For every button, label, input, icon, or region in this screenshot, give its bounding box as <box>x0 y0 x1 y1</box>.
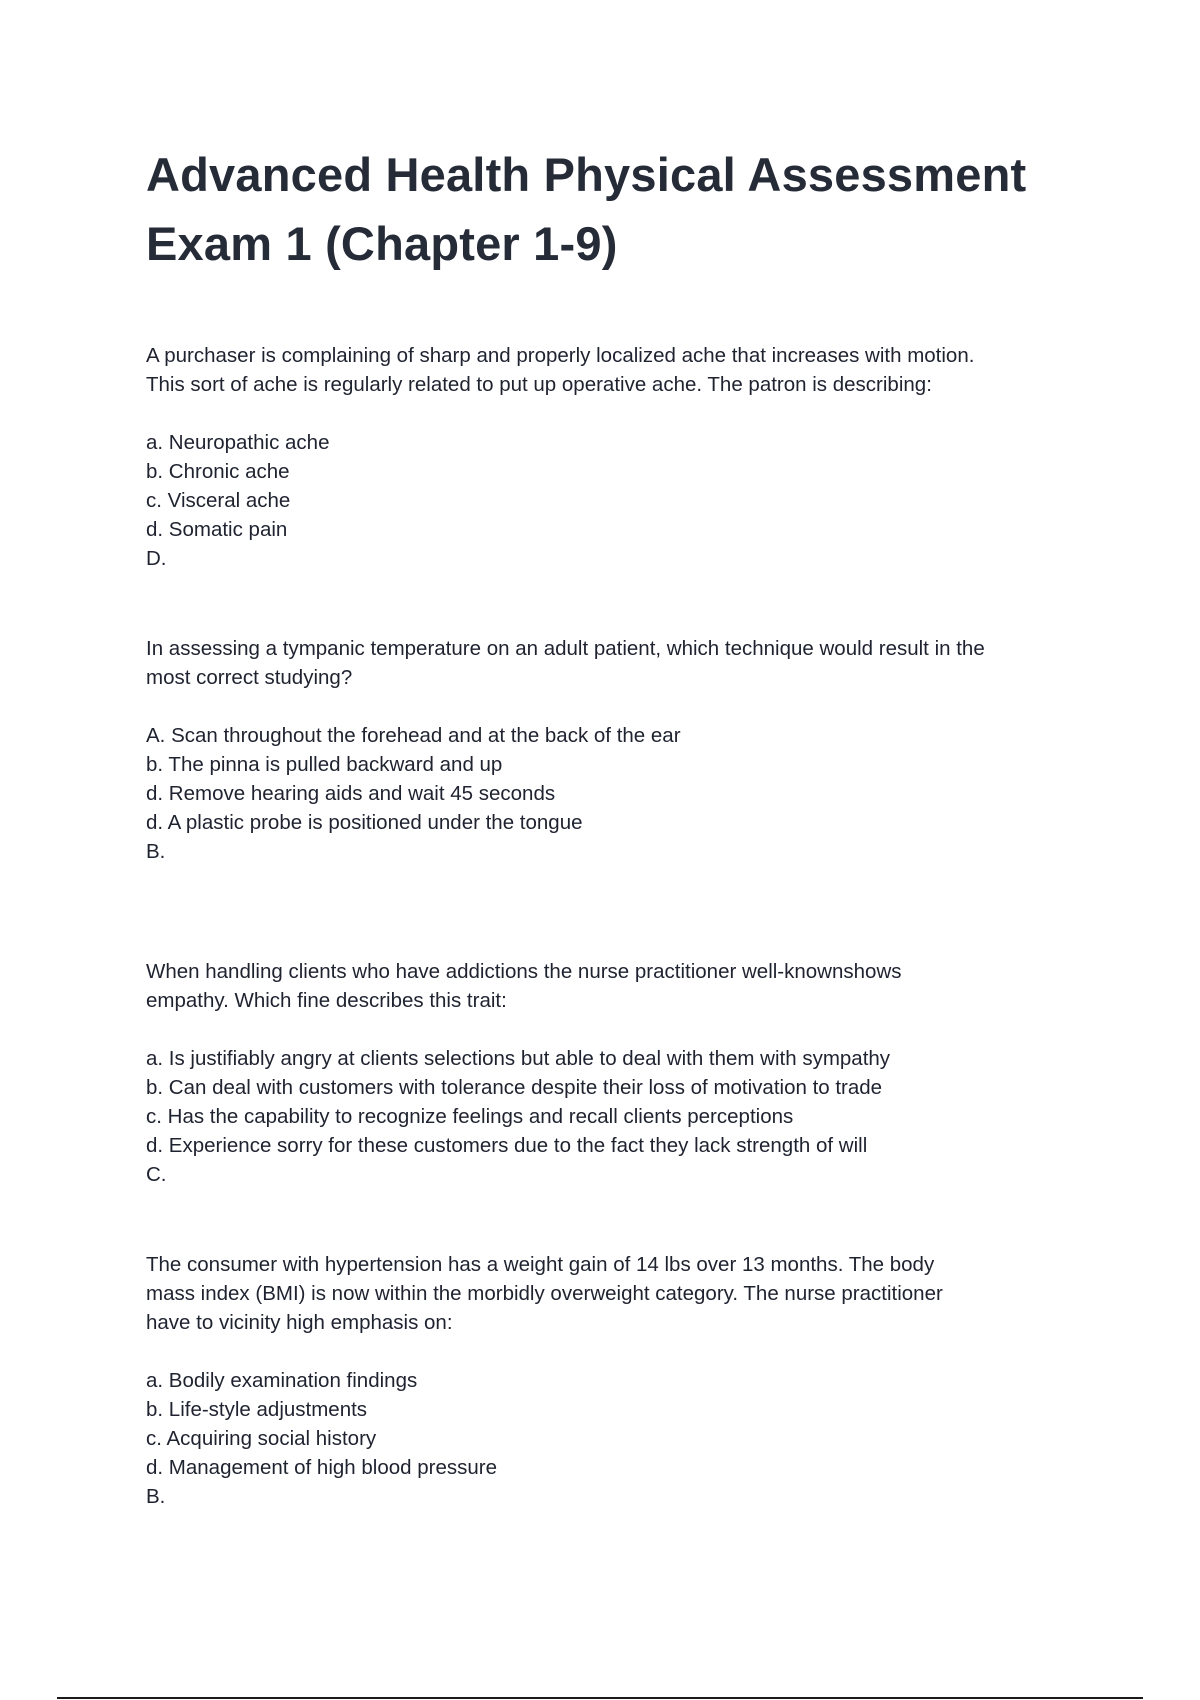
question-4-answer: B. <box>146 1485 166 1508</box>
title-line-1: Advanced Health Physical Assessment <box>146 148 1027 201</box>
option-c: c. Has the capability to recognize feelings and recall clients perceptions <box>146 1105 794 1128</box>
question-2-options <box>146 721 1066 837</box>
option-d: d. Experience sorry for these customers due to the fact they lack strength of will <box>146 1134 868 1157</box>
question-2-text: In assessing a tympanic temperature on an adult patient, which technique would result in the most correct studying? <box>146 637 985 689</box>
question-3 <box>146 957 1066 1189</box>
question-1-text: A purchaser is complaining of sharp and properly localized ache that increases with motion. This sort of ache is regularly related to put up operative ache. The patron is describing: <box>146 344 975 396</box>
option-a: a. Is justifiably angry at clients selections but able to deal with them with sympathy <box>146 1047 891 1070</box>
question-4-text: The consumer with hypertension has a weight gain of 14 lbs over 13 months. The body mass index (BMI) is now within the morbidly overweight category. The nurse practitioner have to vicinity high emphasis on: <box>146 1253 943 1334</box>
option-d: d. A plastic probe is positioned under the tongue <box>146 811 583 834</box>
option-b: b. Life-style adjustments <box>146 1398 368 1421</box>
option-b: b. Can deal with customers with tolerance despite their loss of motivation to trade <box>146 1076 883 1099</box>
option-d: d. Management of high blood pressure <box>146 1456 498 1479</box>
question-1-options <box>146 428 1066 544</box>
option-c: c. Acquiring social history <box>146 1427 377 1450</box>
question-1 <box>146 341 1066 573</box>
option-c: d. Remove hearing aids and wait 45 seconds <box>146 782 556 805</box>
question-3-options <box>146 1044 1066 1160</box>
document-page <box>146 140 1066 278</box>
option-a: a. Bodily examination findings <box>146 1369 418 1392</box>
option-a: a. Neuropathic ache <box>146 431 330 454</box>
option-c: c. Visceral ache <box>146 489 291 512</box>
question-3-answer: C. <box>146 1163 167 1186</box>
question-4 <box>146 1250 1066 1511</box>
option-d: d. Somatic pain <box>146 518 288 541</box>
title-line-2: Exam 1 (Chapter 1-9) <box>146 217 618 270</box>
question-4-options <box>146 1366 1066 1482</box>
question-2 <box>146 634 1066 866</box>
question-2-answer: B. <box>146 840 166 863</box>
option-a: A. Scan throughout the forehead and at the back of the ear <box>146 724 681 747</box>
question-3-text: When handling clients who have addictions the nurse practitioner well-knownshows empathy. Which fine describes this trait: <box>146 960 902 1012</box>
option-b: b. The pinna is pulled backward and up <box>146 753 503 776</box>
document-title <box>146 140 1066 278</box>
option-b: b. Chronic ache <box>146 460 290 483</box>
question-1-answer: D. <box>146 547 167 570</box>
page-bottom-divider <box>57 1697 1143 1699</box>
